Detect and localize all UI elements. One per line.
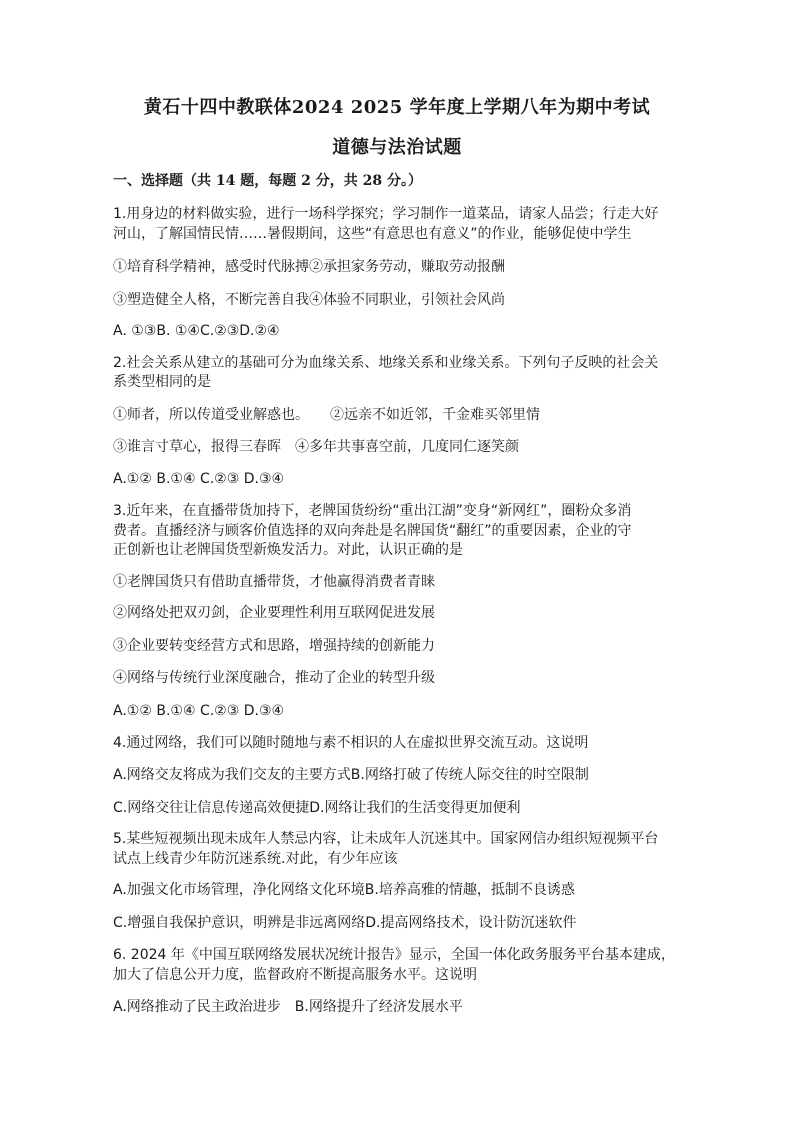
q5-options-line1: A.加强文化市场管理，净化网络文化环境B.培养高雅的情趣，抵制不良诱惑: [113, 882, 575, 898]
q6-options-line1: A.网络推动了民主政治进步 B.网络提升了经济发展水平: [113, 999, 463, 1015]
q5-stem-line2: 试点上线青少年防沉迷系统.对此，有少年应该: [113, 851, 398, 867]
q2-stem-line2: 系类型相同的是: [113, 374, 211, 390]
q3-statement-4: ④网络与传统行业深度融合，推动了企业的转型升级: [113, 670, 435, 686]
q4-options-line1: A.网络交友将成为我们交友的主要方式B.网络打破了传统人际交往的时空限制: [113, 767, 589, 783]
q3-statement-2: ②网络处把双刃剑，企业要理性利用互联网促进发展: [113, 605, 435, 621]
q3-statement-1: ①老牌国货只有借助直播带货，才他赢得消费者青睐: [113, 574, 435, 590]
q1-stem-line2: 河山，了解国情民情……暑假期间，这些“有意思也有意义”的作业，能够促使中学生: [113, 226, 632, 242]
q2-options: A.①② B.①④ C.②③ D.③④: [113, 471, 285, 487]
q5-options-line2: C.增强自我保护意识，明辨是非远离网络D.提高网络技术，设计防沉迷软件: [113, 915, 577, 931]
q2-statements-line2: ③谁言寸草心，报得三春晖 ④多年共事喜空前，几度同仁逐笑颜: [113, 439, 519, 455]
q3-stem-line2: 费者。直播经济与顾客价值选择的双向奔赴是名牌国货“翻红”的重要因素，企业的守: [113, 523, 632, 539]
q4-options-line2: C.网络交往让信息传递高效便捷D.网络让我们的生活变得更加便利: [113, 800, 521, 816]
q3-options: A.①② B.①④ C.②③ D.③④: [113, 703, 285, 719]
q5-stem-line1: 5.某些短视频出现未成年人禁忌内容，让未成年人沉迷其中。国家网信办组织短视频平台: [113, 831, 659, 847]
q1-statements-line1: ①培育科学精神，感受时代脉搏②承担家务劳动，赚取劳动报酬: [113, 259, 505, 275]
q4-stem: 4.通过网络，我们可以随时随地与素不相识的人在虚拟世界交流互动。这说明: [113, 735, 589, 751]
q2-statements-line1: ①师者，所以传道受业解惑也。 ②远亲不如近邻，千金难买邻里情: [113, 407, 540, 423]
exam-subject-title: 道德与法治试题: [332, 137, 462, 158]
q6-stem-line1: 6. 2024 年《中国互联网络发展状况统计报告》显示，全国一体化政务服务平台基本建成，: [113, 947, 675, 963]
section-heading: 一、选择题（共 14 题，每题 2 分，共 28 分。）: [113, 173, 422, 189]
q6-stem-line2: 加大了信息公开力度，监督政府不断提高服务水平。这说明: [113, 967, 477, 983]
exam-title: 黄石十四中教联体2024 2025 学年度上学期八年为期中考试: [143, 97, 651, 118]
q3-statement-3: ③企业要转变经营方式和思路，增强持续的创新能力: [113, 638, 435, 654]
q3-stem-line3: 正创新也让老牌国货型新焕发活力。对此，认识正确的是: [113, 542, 463, 558]
q1-options: A. ①③B. ①④C.②③D.②④: [113, 323, 280, 339]
q1-stem-line1: 1.用身边的材料做实验，进行一场科学探究；学习制作一道菜品，请家人品尝；行走大好: [113, 206, 659, 222]
q2-stem-line1: 2.社会关系从建立的基础可分为血缘关系、地缘关系和业缘关系。下列句子反映的社会关: [113, 355, 659, 371]
q1-statements-line2: ③塑造健全人格，不断完善自我④体验不同职业，引领社会风尚: [113, 292, 505, 308]
q3-stem-line1: 3.近年来，在直播带货加持下，老牌国货纷纷“重出江湖”变身“新网红”，圈粉众多消: [113, 503, 632, 519]
